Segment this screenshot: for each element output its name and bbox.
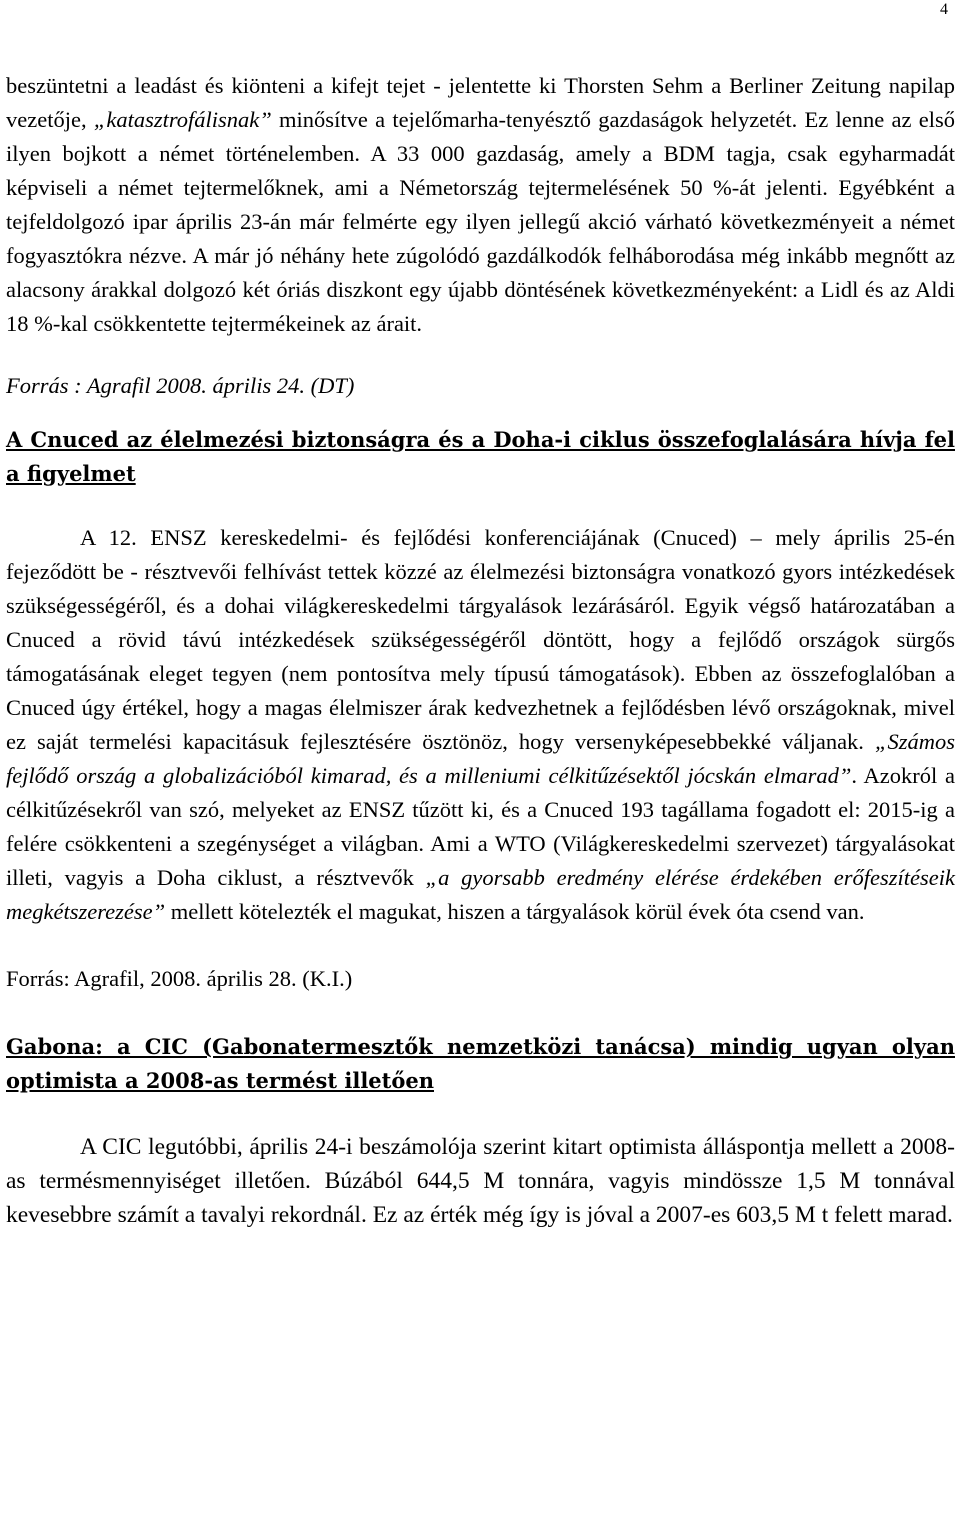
- paragraph-text: A 12. ENSZ kereskedelmi- és fejlődési konferenciájának (Cnuced) – mely április 25-én fejeződött be - résztvevői felhívást tettek közzé az élelmezési biztonságra vonatkozó gyors intézkedések szükségességéről, és a dohai világkereskedelmi tárgyalások lezárásáról. Egyik végső határozatában a Cnuced a rövid távú intézkedések szükségességéről döntött, hogy a fejlődő országok sürgős támogatásának eleget tegyen (nem pontosítva mely típusú támogatások). Ebben az összefoglalóban a Cnuced úgy értékel, hogy a magas élelmiszer árak kedvezhetnek a fejlődésben lévő országoknak, mivel ez saját termelési kapacitásuk fejlesztésére ösztönöz, hogy versenyképesebbekké váljanak.: [6, 525, 955, 754]
- source-citation: Forrás: Agrafil, 2008. április 28. (K.I.): [6, 966, 353, 991]
- page-number: 4: [940, 1, 948, 18]
- paragraph-text-continued: minősítve a tejelőmarha-tenyésztő gazdaságok helyzetét. Ez lenne az első ilyen bojkott a német történelemben. A 33 000 gazdaság, amely a BDM tagja, csak egyharmadát képviseli a német tejtermelőknek, ami a Németország tejtermelésének 50 %-át jelenti. Egyébként a tejfeldolgozó ipar április 23-án már felmérte egy ilyen jellegű akció várható következményeit a német fogyasztókra nézve. A már jó néhány hete zúgolódó gazdálkodók felháborodása még inkább megnőtt az alacsony árakkal dolgozó két óriás diszkont egy újabb döntésének következményeként: a Lidl és az Aldi 18 %-kal csökkentette tejtermékeinek az árait.: [6, 107, 955, 336]
- quote-millenium: „Számos fejlődő ország a globalizációból kimarad, és a milleniumi célkitűzésektől jócskán elmarad”: [6, 729, 955, 788]
- paragraph-text: mellett kötelezték el magukat, hiszen a tárgyalások körül évek óta csend van.: [165, 899, 865, 924]
- page-body: [6, 0, 955, 1232]
- source-citation: Forrás : Agrafil 2008. április 24. (DT): [6, 373, 355, 398]
- body-paragraph-gabona: A CIC legutóbbi, április 24-i beszámolója szerint kitart optimista álláspontja mellett a 2008-as termésmennyiséget illetően. Búzából 644,5 M tonnára, vagyis mindössze 1,5 M tonnával kevesebbre számít a tavalyi rekordnál. Ez az érték még így is jóval a 2007-es 603,5 M t felett marad.: [6, 1134, 955, 1228]
- body-paragraph: [6, 0, 955, 341]
- article-heading-gabona: Gabona: a CIC (Gabonatermesztők nemzetközi tanácsa) mindig ugyan olyan optimista a 2008-as termést illetően: [6, 1034, 955, 1093]
- body-paragraph-cnuced: [6, 521, 955, 929]
- paragraph-text: . Azokról a célkitűzésekről van szó, melyeket az ENSZ tűzött ki, és a Cnuced 193 tagállama fogadott el: 2015-ig a felére csökkenteni a szegénységet a világban. Ami a WTO (Világkereskedelmi szervezet) tárgyalásokat illeti, vagyis a Doha ciklust, a résztvevők: [6, 763, 955, 890]
- quote-katasztrofalisnak: „katasztrofálisnak”: [93, 107, 272, 132]
- article-heading-cnuced: A Cnuced az élelmezési biztonságra és a Doha-i ciklus összefoglalására hívja fel a figyelmet: [6, 427, 955, 486]
- quote-gyorsabb-eredmeny: „a gyorsabb eredmény elérése érdekében erőfeszítéseik megkétszerezése”: [6, 865, 956, 924]
- paragraph-text: beszüntetni a leadást és kiönteni a kifejt tejet - jelentette ki Thorsten Sehm a Berliner Zeitung napilap vezetője,: [6, 73, 955, 132]
